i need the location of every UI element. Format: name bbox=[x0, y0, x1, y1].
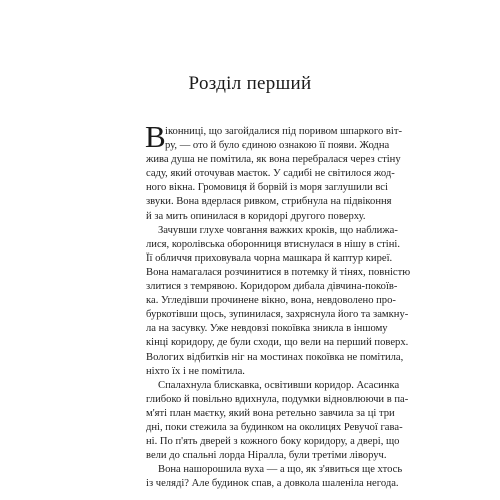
paragraph bbox=[146, 224, 411, 379]
text-line: іконниці, що загойдалися під поривом шпаркого віт- bbox=[165, 126, 402, 137]
chapter-title: Розділ перший bbox=[188, 73, 312, 94]
text-line: ного вікна. Громовиця й борвій із моря заглушили всі bbox=[146, 182, 388, 194]
text-line: Вона нашорошила вуха — а що, як з'явиться ще хтось bbox=[158, 464, 403, 476]
text-line: Її обличчя приховувала чорна машкара й каптур киреї. bbox=[146, 252, 393, 264]
text-line: Вона намагалася розчинитися в потемку й тінях, повністю bbox=[146, 266, 411, 278]
text-line: злитися з темрявою. Коридором дибала дівчина-покоїв- bbox=[146, 281, 398, 293]
text-line: звуки. Вона вдерлася ривком, стрибнула на підвіконня bbox=[146, 196, 392, 208]
drop-cap: В bbox=[145, 119, 166, 154]
text-line: й за мить опинилася в коридорі другого поверху. bbox=[146, 210, 366, 222]
text-line: Зачувши глухе човгання важких кроків, що наближа- bbox=[158, 224, 398, 236]
text-line: жива душа не помітила, як вона перебралася через стіну bbox=[146, 154, 401, 166]
text-line: м'яті план маєтку, який вона ретельно завчила за ці три bbox=[146, 407, 395, 419]
text-line: саду, який оточував маєток. У садибі не світилося жод- bbox=[146, 168, 395, 180]
text-line: дні, поки стежила за будинком на околицях Ревучої гава- bbox=[146, 421, 403, 433]
text-line: Спалахнула блискавка, освітивши коридор. Асасинка bbox=[158, 379, 400, 391]
text-line: буркотівши щось, зупинилася, захряснула його та замкну- bbox=[146, 309, 409, 321]
paragraph bbox=[146, 125, 402, 224]
text-line: вели до спальні лорда Ніралла, були третіми ліворуч. bbox=[146, 450, 387, 462]
text-line: ні. По п'ять дверей з кожного боку коридору, а двері, що bbox=[146, 436, 400, 448]
text-line: ніхто їх і не помітила. bbox=[146, 365, 245, 377]
body-text bbox=[146, 125, 411, 491]
text-line: ру, — ото й було єдиною ознакою її появи. Жодна bbox=[165, 140, 390, 152]
text-line: глибоко й повільно вдихнула, подумки відновлюючи в па- bbox=[146, 393, 409, 405]
text-line: лися, королівська оборонниця втиснулася в нішу в стіні. bbox=[146, 238, 401, 250]
text-line: із челяді? Але будинок спав, а довкола шаленіла негода. bbox=[146, 478, 399, 490]
text-line: ла на засувку. Уже невдовзі покоївка зникла в іншому bbox=[146, 323, 388, 335]
text-line: Вологих відбитків ніг на мостинах покоївка не помітила, bbox=[146, 351, 404, 363]
text-line: кінці коридору, де були сходи, що вели на перший поверх. bbox=[146, 337, 409, 349]
paragraph bbox=[146, 463, 403, 491]
text-line: ка. Угледівши прочинене вікно, вона, невдоволено про- bbox=[146, 295, 396, 307]
paragraph bbox=[146, 379, 409, 464]
